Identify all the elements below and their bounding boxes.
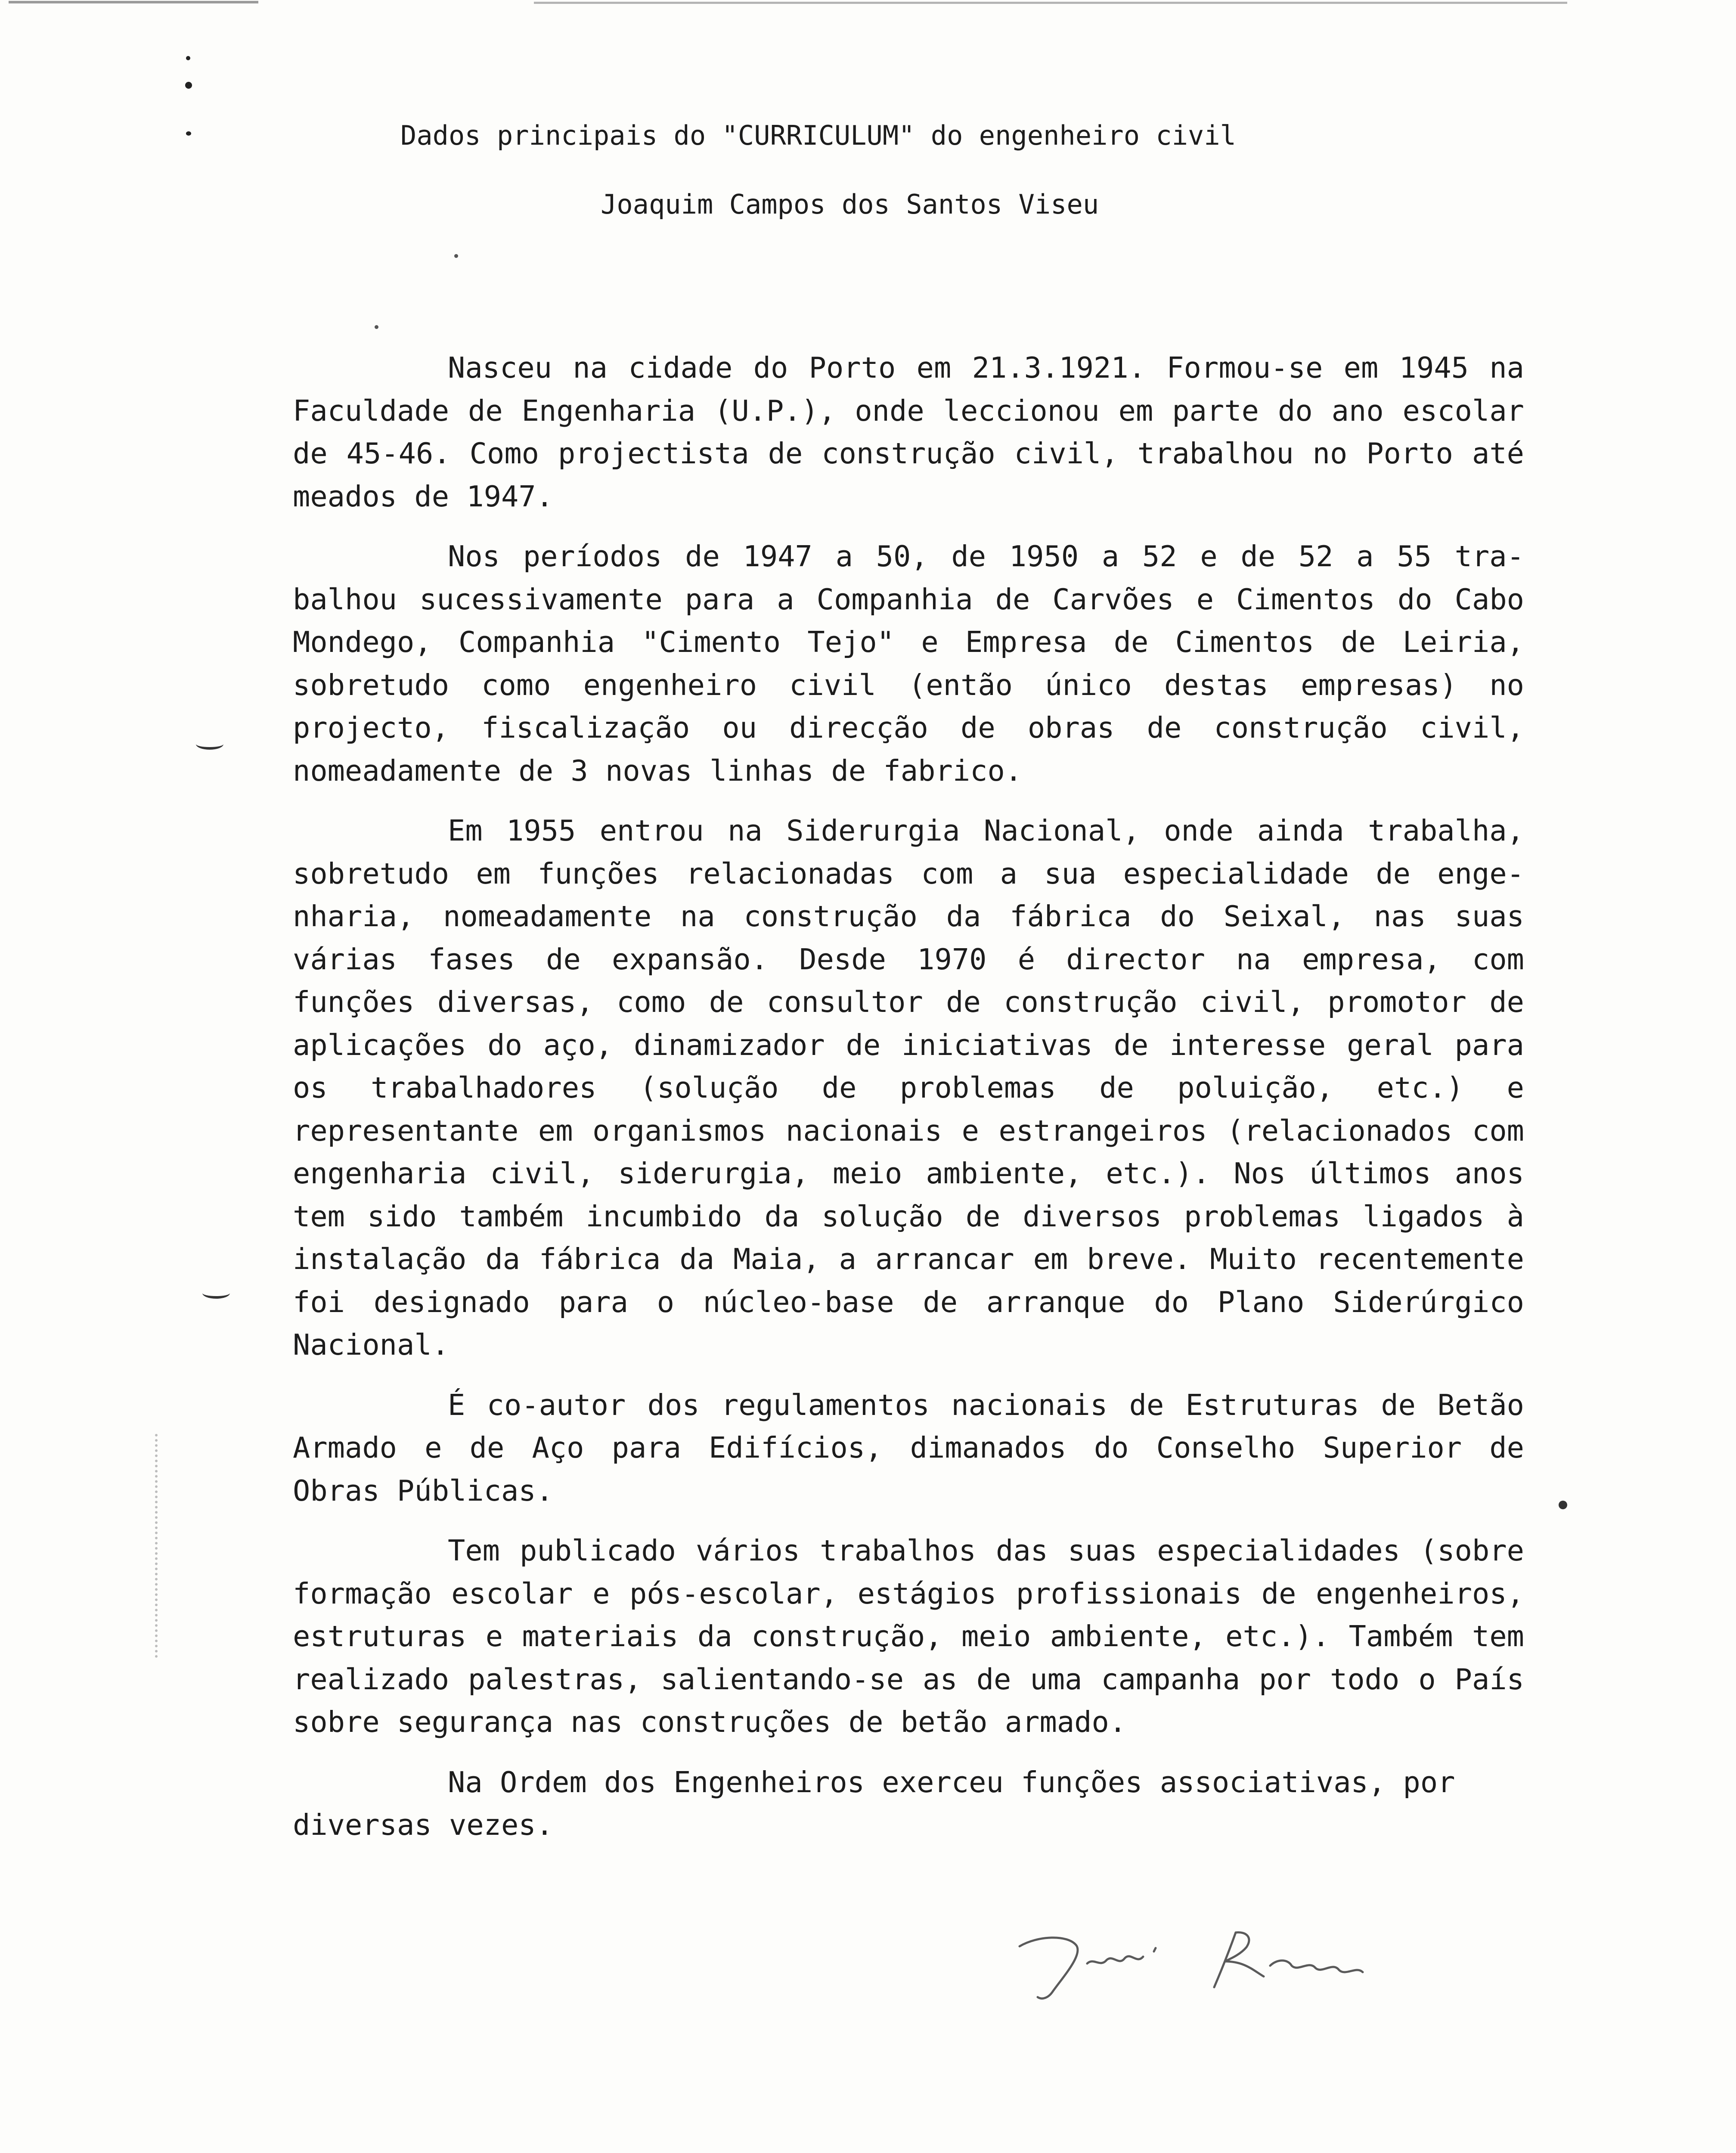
margin-mark [202,1287,230,1299]
paragraph-siderurgia: Em 1955 entrou na Siderurgia Nacional, onde ainda trabalha, sobretudo em funções relacionadas com a sua especialidade de engenharia, nomeadamente na construção da fábrica do Seixal, nas suas várias fases de expansão. Desde 1970 é director na empresa, com funções diversas, como de consultor de construção civil, promotor de aplicações do aço, dinamizador de iniciativas de interesse geral para os trabalhadores (solução de problemas de poluição, etc.) e representante em organismos nacionais e estrangeiros (relacionados com engenharia civil, siderurgia, meio ambiente, etc.). Nos últimos anos tem sido também incumbido da solução de diversos problemas ligados à instalação da fábrica da Maia, a arrancar em breve. Muito recentemente foi designado para o núcleo-base de arranque do Plano Siderúrgico Nacional. [293,814,1524,1362]
paragraph-birth-education: Nasceu na cidade do Porto em 21.3.1921. Formou-se em 1945 na Faculdade de Engenharia (U.P.), onde leccionou em parte do ano escolar de 45-46. Como projectista de construção civil, trabalhou no Porto até meados de 1947. [293,351,1524,513]
margin-dots [155,1434,158,1658]
punch-mark [186,56,190,60]
margin-mark [1559,1501,1567,1509]
scan-edge-line [9,1,258,3]
subject-name: Joaquim Campos dos Santos Viseu [601,189,1099,220]
paragraph-ordem: Na Ordem dos Engenheiros exerceu funções associativas, por diversas vezes. [293,1765,1455,1842]
speck [454,254,458,258]
paragraph-publications: Tem publicado vários trabalhos das suas especialidades (sobre formação escolar e pós-escolar, estágios profissionais de engenheiros, estruturas e materiais da construção, meio ambiente, etc.). Também tem realizado palestras, salientando-se as de uma campanha por todo o País sobre segurança nas construções de betão armado. [293,1534,1524,1739]
punch-mark [185,82,192,89]
scan-edge-line [534,2,1567,4]
handwritten-signature [1012,1912,1382,2011]
paragraph-early-career: Nos períodos de 1947 a 50, de 1950 a 52 e de 52 a 55 trabalhou sucessivamente para a Companhia de Carvões e Cimentos do Cabo Mondego, Companhia "Cimento Tejo" e Empresa de Cimentos de Leiria, sobretudo como engenheiro civil (então único destas empresas) no projecto, fiscalização ou direcção de obras de construção civil, nomeadamente de 3 novas linhas de fabrico. [293,540,1524,788]
document-body [293,347,1524,1864]
document-title: Dados principais do "CURRICULUM" do engenheiro civil [400,120,1237,151]
punch-mark [186,131,191,136]
speck [375,325,378,329]
margin-mark [196,738,223,750]
paragraph-regulations: É co-autor dos regulamentos nacionais de Estruturas de Betão Armado e de Aço para Edifícios, dimanados do Conselho Superior de Obras Públicas. [293,1388,1524,1508]
